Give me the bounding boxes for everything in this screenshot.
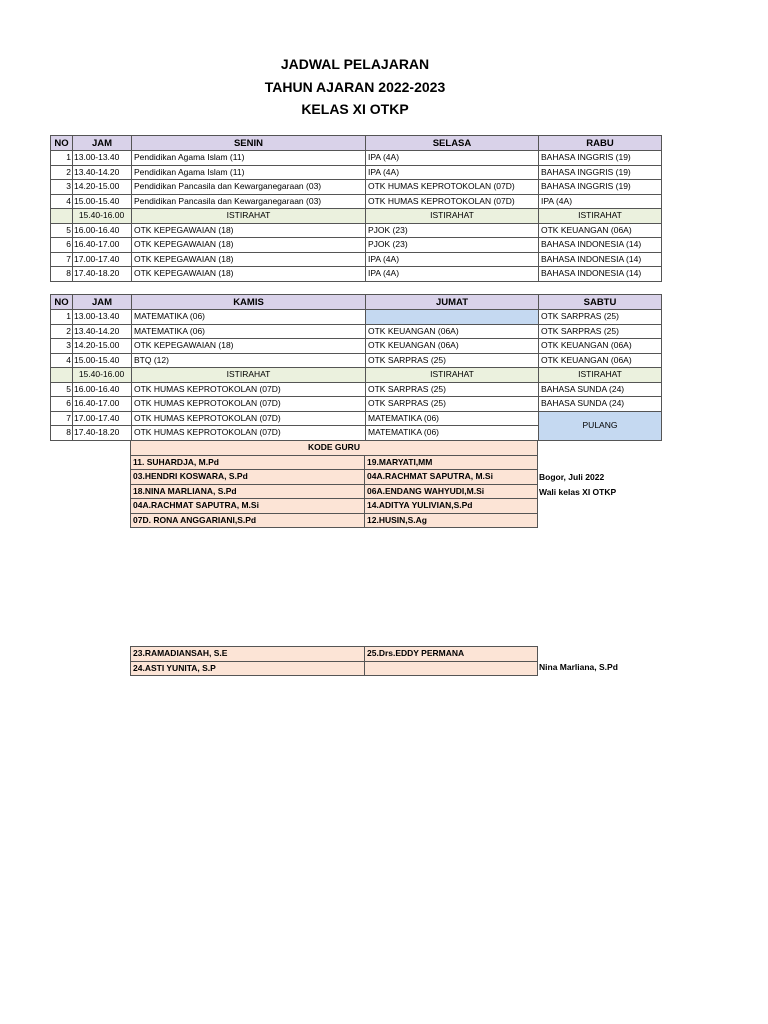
table-row bbox=[51, 238, 662, 253]
table-row bbox=[51, 324, 662, 339]
row-number: 2 bbox=[51, 324, 73, 339]
teacher-code-cell: 19.MARYATI,MM bbox=[365, 455, 538, 470]
signature-name: Nina Marliana, S.Pd bbox=[539, 662, 618, 672]
schedule-table-1 bbox=[50, 135, 662, 282]
kode-guru-row bbox=[131, 647, 538, 662]
table-row bbox=[51, 252, 662, 267]
teacher-code-cell: 23.RAMADIANSAH, S.E bbox=[131, 647, 365, 662]
teacher-code-cell: 14.ADITYA YULIVIAN,S.Pd bbox=[365, 499, 538, 514]
table-row bbox=[51, 353, 662, 368]
subject-cell: OTK SARPRAS (25) bbox=[539, 310, 662, 325]
row-number: 3 bbox=[51, 339, 73, 354]
subject-cell: OTK HUMAS KEPROTOKOLAN (07D) bbox=[132, 411, 366, 426]
subject-cell: OTK HUMAS KEPROTOKOLAN (07D) bbox=[132, 382, 366, 397]
row-number: 1 bbox=[51, 310, 73, 325]
teacher-code-cell: 12.HUSIN,S.Ag bbox=[365, 513, 538, 528]
table-row bbox=[51, 165, 662, 180]
time-cell: 13.40-14.20 bbox=[73, 324, 132, 339]
subject-cell bbox=[366, 310, 539, 325]
subject-cell: OTK KEPEGAWAIAN (18) bbox=[132, 238, 366, 253]
header-row bbox=[51, 136, 662, 151]
row-number: 7 bbox=[51, 411, 73, 426]
teacher-code-cell: 03.HENDRI KOSWARA, S.Pd bbox=[131, 470, 365, 485]
teacher-code-cell: 07D. RONA ANGGARIANI,S.Pd bbox=[131, 513, 365, 528]
time-cell: 17.40-18.20 bbox=[73, 426, 132, 441]
subject-cell: BAHASA INGGRIS (19) bbox=[539, 151, 662, 166]
schedule-table-2 bbox=[50, 294, 662, 441]
signature-place-date: Bogor, Juli 2022 bbox=[539, 472, 605, 482]
subject-cell: Pendidikan Pancasila dan Kewarganegaraan (03) bbox=[132, 194, 366, 209]
subject-cell: IPA (4A) bbox=[366, 267, 539, 282]
kode-guru-table-bottom bbox=[130, 646, 538, 676]
teacher-code-cell: 04A.RACHMAT SAPUTRA, M.Si bbox=[365, 470, 538, 485]
pulang-cell: PULANG bbox=[539, 411, 662, 440]
subject-cell: OTK HUMAS KEPROTOKOLAN (07D) bbox=[366, 194, 539, 209]
subject-cell: OTK KEPEGAWAIAN (18) bbox=[132, 339, 366, 354]
table-row bbox=[51, 180, 662, 195]
subject-cell: OTK KEPEGAWAIAN (18) bbox=[132, 252, 366, 267]
header-row bbox=[51, 295, 662, 310]
subject-cell: BAHASA INDONESIA (14) bbox=[539, 267, 662, 282]
row-number: 4 bbox=[51, 194, 73, 209]
subject-cell: ISTIRAHAT bbox=[132, 209, 366, 224]
subject-cell: MATEMATIKA (06) bbox=[132, 310, 366, 325]
subject-cell: Pendidikan Pancasila dan Kewarganegaraan (03) bbox=[132, 180, 366, 195]
subject-cell: ISTIRAHAT bbox=[539, 368, 662, 383]
row-number: 2 bbox=[51, 165, 73, 180]
row-number bbox=[51, 209, 73, 224]
subject-cell: ISTIRAHAT bbox=[132, 368, 366, 383]
title-line-2: TAHUN AJARAN 2022-2023 bbox=[264, 79, 446, 95]
subject-cell: BAHASA SUNDA (24) bbox=[539, 397, 662, 412]
time-cell: 16.40-17.00 bbox=[73, 238, 132, 253]
subject-cell: MATEMATIKA (06) bbox=[132, 324, 366, 339]
break-row bbox=[51, 209, 662, 224]
table-row bbox=[51, 339, 662, 354]
subject-cell: PJOK (23) bbox=[366, 238, 539, 253]
row-number: 6 bbox=[51, 397, 73, 412]
subject-cell: OTK KEUANGAN (06A) bbox=[366, 339, 539, 354]
column-header-no: NO bbox=[51, 136, 73, 151]
kode-guru-row bbox=[131, 499, 538, 514]
kode-guru-row bbox=[131, 513, 538, 528]
title-line-3: KELAS XI OTKP bbox=[301, 101, 409, 117]
column-header-no: NO bbox=[51, 295, 73, 310]
subject-cell: PJOK (23) bbox=[366, 223, 539, 238]
table-row bbox=[51, 223, 662, 238]
kode-guru-table bbox=[130, 440, 538, 528]
subject-cell: OTK KEUANGAN (06A) bbox=[366, 324, 539, 339]
subject-cell: OTK KEUANGAN (06A) bbox=[539, 339, 662, 354]
row-number: 4 bbox=[51, 353, 73, 368]
subject-cell: ISTIRAHAT bbox=[366, 368, 539, 383]
subject-cell: BAHASA INGGRIS (19) bbox=[539, 165, 662, 180]
time-cell: 14.20-15.00 bbox=[73, 180, 132, 195]
teacher-code-cell bbox=[365, 661, 538, 676]
subject-cell: OTK HUMAS KEPROTOKOLAN (07D) bbox=[132, 426, 366, 441]
row-number: 5 bbox=[51, 223, 73, 238]
title-line-1: JADWAL PELAJARAN bbox=[280, 56, 430, 72]
kode-guru-row bbox=[131, 470, 538, 485]
subject-cell: OTK KEPEGAWAIAN (18) bbox=[132, 267, 366, 282]
subject-cell: IPA (4A) bbox=[366, 151, 539, 166]
teacher-code-cell: 18.NINA MARLIANA, S.Pd bbox=[131, 484, 365, 499]
subject-cell: OTK SARPRAS (25) bbox=[366, 353, 539, 368]
subject-cell: ISTIRAHAT bbox=[366, 209, 539, 224]
subject-cell: MATEMATIKA (06) bbox=[366, 426, 539, 441]
subject-cell: ISTIRAHAT bbox=[539, 209, 662, 224]
teacher-code-cell: 04A.RACHMAT SAPUTRA, M.Si bbox=[131, 499, 365, 514]
time-cell: 17.00-17.40 bbox=[73, 411, 132, 426]
time-cell: 13.00-13.40 bbox=[73, 310, 132, 325]
subject-cell: OTK SARPRAS (25) bbox=[366, 397, 539, 412]
kode-guru-header: KODE GURU bbox=[131, 441, 538, 456]
time-cell: 13.00-13.40 bbox=[73, 151, 132, 166]
teacher-code-cell: 06A.ENDANG WAHYUDI,M.Si bbox=[365, 484, 538, 499]
time-cell: 16.00-16.40 bbox=[73, 223, 132, 238]
column-header-sabtu: SABTU bbox=[539, 295, 662, 310]
subject-cell: BAHASA SUNDA (24) bbox=[539, 382, 662, 397]
column-header-jumat: JUMAT bbox=[366, 295, 539, 310]
table-row bbox=[51, 267, 662, 282]
kode-guru-row bbox=[131, 484, 538, 499]
subject-cell: OTK KEPEGAWAIAN (18) bbox=[132, 223, 366, 238]
teacher-code-cell: 25.Drs.EDDY PERMANA bbox=[365, 647, 538, 662]
signature-role: Wali kelas XI OTKP bbox=[539, 487, 617, 497]
column-header-jam: JAM bbox=[73, 136, 132, 151]
column-header-selasa: SELASA bbox=[366, 136, 539, 151]
time-cell: 16.40-17.00 bbox=[73, 397, 132, 412]
subject-cell: MATEMATIKA (06) bbox=[366, 411, 539, 426]
teacher-code-cell: 24.ASTI YUNITA, S.P bbox=[131, 661, 365, 676]
subject-cell: OTK HUMAS KEPROTOKOLAN (07D) bbox=[132, 397, 366, 412]
table-row bbox=[51, 151, 662, 166]
row-number: 6 bbox=[51, 238, 73, 253]
table-row bbox=[51, 397, 662, 412]
column-header-senin: SENIN bbox=[132, 136, 366, 151]
table-row bbox=[51, 411, 662, 426]
subject-cell: OTK SARPRAS (25) bbox=[539, 324, 662, 339]
time-cell: 15.40-16.00 bbox=[73, 209, 132, 224]
subject-cell: BAHASA INDONESIA (14) bbox=[539, 252, 662, 267]
kode-guru-row bbox=[131, 455, 538, 470]
table-row bbox=[51, 194, 662, 209]
column-header-rabu: RABU bbox=[539, 136, 662, 151]
subject-cell: Pendidikan Agama Islam (11) bbox=[132, 151, 366, 166]
subject-cell: OTK KEUANGAN (06A) bbox=[539, 353, 662, 368]
row-number: 1 bbox=[51, 151, 73, 166]
subject-cell: BTQ (12) bbox=[132, 353, 366, 368]
row-number: 8 bbox=[51, 267, 73, 282]
time-cell: 14.20-15.00 bbox=[73, 339, 132, 354]
subject-cell: IPA (4A) bbox=[539, 194, 662, 209]
subject-cell: OTK HUMAS KEPROTOKOLAN (07D) bbox=[366, 180, 539, 195]
time-cell: 17.40-18.20 bbox=[73, 267, 132, 282]
column-header-jam: JAM bbox=[73, 295, 132, 310]
teacher-code-cell: 11. SUHARDJA, M.Pd bbox=[131, 455, 365, 470]
subject-cell: BAHASA INGGRIS (19) bbox=[539, 180, 662, 195]
subject-cell: Pendidikan Agama Islam (11) bbox=[132, 165, 366, 180]
table-row bbox=[51, 382, 662, 397]
time-cell: 15.40-16.00 bbox=[73, 368, 132, 383]
row-number: 7 bbox=[51, 252, 73, 267]
time-cell: 13.40-14.20 bbox=[73, 165, 132, 180]
row-number bbox=[51, 368, 73, 383]
break-row bbox=[51, 368, 662, 383]
subject-cell: BAHASA INDONESIA (14) bbox=[539, 238, 662, 253]
row-number: 3 bbox=[51, 180, 73, 195]
time-cell: 15.00-15.40 bbox=[73, 194, 132, 209]
row-number: 5 bbox=[51, 382, 73, 397]
subject-cell: IPA (4A) bbox=[366, 165, 539, 180]
subject-cell: OTK KEUANGAN (06A) bbox=[539, 223, 662, 238]
column-header-kamis: KAMIS bbox=[132, 295, 366, 310]
kode-guru-row bbox=[131, 661, 538, 676]
time-cell: 17.00-17.40 bbox=[73, 252, 132, 267]
subject-cell: OTK SARPRAS (25) bbox=[366, 382, 539, 397]
table-row bbox=[51, 310, 662, 325]
row-number: 8 bbox=[51, 426, 73, 441]
time-cell: 15.00-15.40 bbox=[73, 353, 132, 368]
time-cell: 16.00-16.40 bbox=[73, 382, 132, 397]
subject-cell: IPA (4A) bbox=[366, 252, 539, 267]
